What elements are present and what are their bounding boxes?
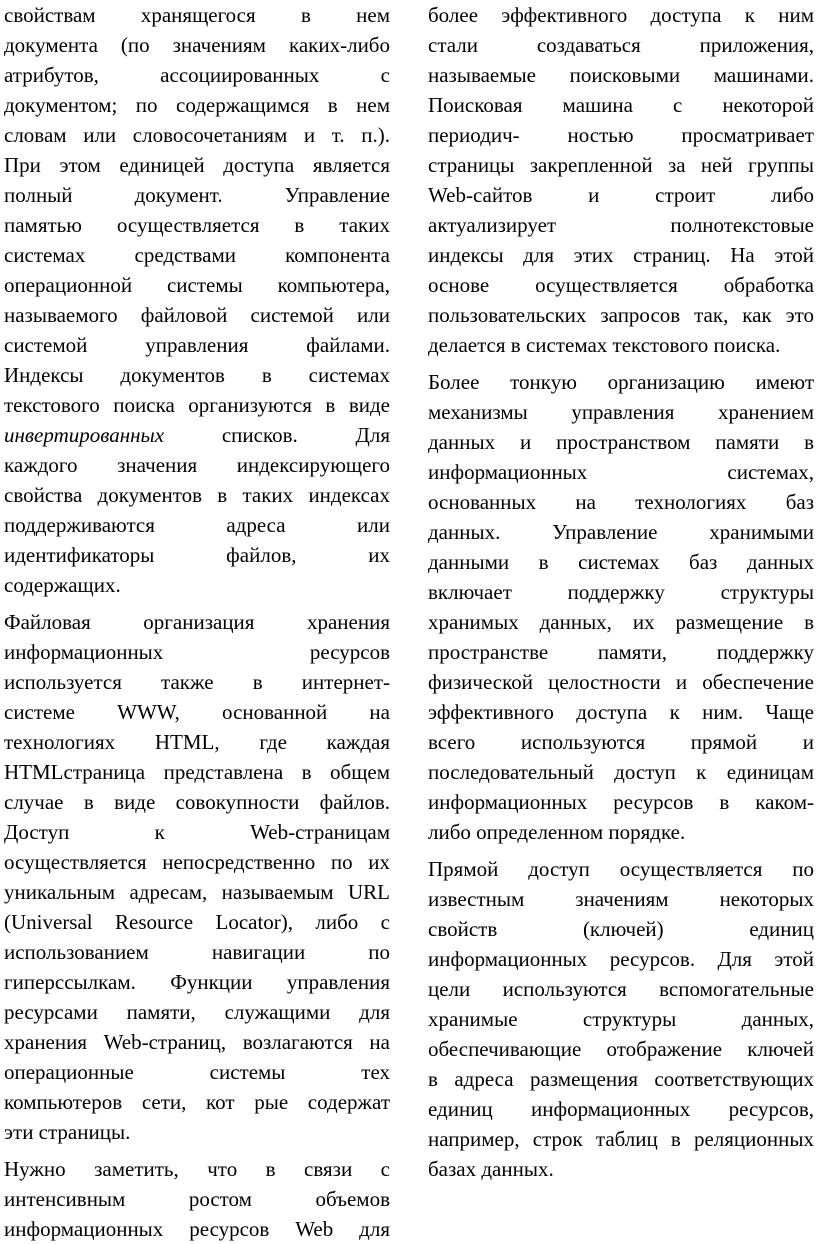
text-line: свойства документов в таких индексах — [4, 483, 390, 507]
text-line: известным значениям некоторых — [428, 887, 814, 911]
text-line: поддерживаются адреса или — [4, 513, 390, 537]
text-line: эти страницы. — [4, 1120, 131, 1144]
text-line: стали создаваться приложения, — [428, 33, 814, 57]
text-line: свойствам хранящегося в нем — [4, 3, 390, 27]
text-line: пользовательских запросов так, как это — [428, 303, 814, 327]
text-line: основанных на технологиях баз — [428, 490, 814, 514]
text-line: Нужно заметить, что в связи с — [4, 1157, 390, 1181]
text-line: механизмы управления хранением — [428, 400, 814, 424]
text-line: системой управления файлами. — [4, 333, 390, 357]
paragraph — [4, 607, 390, 1147]
text-line: текстового поиска организуются в виде — [4, 393, 390, 417]
text-line: осуществляется непосредственно по их — [4, 850, 390, 874]
text-line: HTMLстраница представлена в общем — [4, 760, 390, 784]
text-line: индексы для этих страниц. На этой — [428, 243, 814, 267]
text-line: хранения Web-страниц, возлагаются на — [4, 1030, 390, 1054]
text-line: системе WWW, основанной на — [4, 700, 390, 724]
text-line: актуализирует полнотекстовые — [428, 213, 814, 237]
text-line: документа (по значениям каких-либо — [4, 33, 390, 57]
text-line: использованием навигации по — [4, 940, 390, 964]
text-line: цели используются вспомогательные — [428, 977, 814, 1001]
text-line: информационных системах, — [428, 460, 814, 484]
text-line: интенсивным ростом объемов — [4, 1187, 390, 1211]
paragraph — [428, 367, 814, 847]
text-line: страницы закрепленной за ней группы — [428, 153, 814, 177]
text-line: полный документ. Управление — [4, 183, 390, 207]
text-line: операционные системы тех — [4, 1060, 390, 1084]
text-line: операционной системы компьютера, — [4, 273, 390, 297]
text-line: памятью осуществляется в таких — [4, 213, 390, 237]
text-line: документом; по содержащимся в нем — [4, 93, 390, 117]
right-column — [428, 0, 814, 1184]
paragraph — [428, 0, 814, 360]
text-line: последовательный доступ к единицам — [428, 760, 814, 784]
text-line: идентификаторы файлов, их — [4, 543, 390, 567]
text-line: случае в виде совокупности файлов. — [4, 790, 390, 814]
text-line: гиперссылкам. Функции управления — [4, 970, 390, 994]
italic-term: инвертированных — [4, 423, 165, 447]
text-line: пространстве памяти, поддержку — [428, 640, 814, 664]
text-line: эффективного доступа к ним. Чаще — [428, 700, 814, 724]
text-line: называемого файловой системой или — [4, 303, 390, 327]
text-line: обеспечивающие отображение ключей — [428, 1037, 814, 1061]
text-line: хранимые структуры данных, — [428, 1007, 814, 1031]
paragraph — [4, 0, 390, 600]
text-line: более эффективного доступа к ним — [428, 3, 814, 27]
text-line: называемые поисковыми машинами. — [428, 63, 814, 87]
text-line: уникальным адресам, называемым URL — [4, 880, 390, 904]
text-line: При этом единицей доступа является — [4, 153, 390, 177]
text-line: содержащих. — [4, 573, 121, 597]
text-line: компьютеров сети, кот рые содержат — [4, 1090, 390, 1114]
text-line: словам или словосочетаниям и т. п.). — [4, 123, 390, 147]
text-line: базах данных. — [428, 1157, 554, 1181]
text-line: данных. Управление хранимыми — [428, 520, 814, 544]
text-line: информационных ресурсов в каком- — [428, 790, 814, 814]
text-line: Прямой доступ осуществляется по — [428, 857, 814, 881]
text-line: информационных ресурсов. Для этой — [428, 947, 814, 971]
text-line: делается в системах текстового поиска. — [428, 333, 781, 357]
text-line: всего используются прямой и — [428, 730, 814, 754]
text-line: Файловая организация хранения — [4, 610, 390, 634]
text-line: Индексы документов в системах — [4, 363, 390, 387]
text-line: информационных ресурсов Web для — [4, 1217, 390, 1241]
text-line: например, строк таблиц в реляционных — [428, 1127, 814, 1151]
text-line: ресурсами памяти, служащими для — [4, 1000, 390, 1024]
text-line: информационных ресурсов — [4, 640, 390, 664]
text-line: Доступ к Web-страницам — [4, 820, 390, 844]
text-line: (Universal Resource Locator), либо с — [4, 910, 390, 934]
text-line: данными в системах баз данных — [428, 550, 814, 574]
text-line: единиц информационных ресурсов, — [428, 1097, 814, 1121]
text-line: технологиях HTML, где каждая — [4, 730, 390, 754]
text-line: либо определенном порядке. — [428, 820, 686, 844]
text-line: используется также в интернет- — [4, 670, 390, 694]
text-line: физической целостности и обеспечение — [428, 670, 814, 694]
text-line: Web-сайтов и строит либо — [428, 183, 814, 207]
text-line: Поисковая машина с некоторой — [428, 93, 814, 117]
text-line: основе осуществляется обработка — [428, 273, 814, 297]
text-line-italic-term: инвертированных списков. Для — [4, 423, 390, 447]
text-line: свойств (ключей) единиц — [428, 917, 814, 941]
text-line: атрибутов, ассоциированных с — [4, 63, 390, 87]
text-line: хранимых данных, их размещение в — [428, 610, 814, 634]
paragraph — [428, 854, 814, 1184]
text-line: Более тонкую организацию имеют — [428, 370, 814, 394]
paragraph — [4, 1154, 390, 1244]
text-line: данных и пространством памяти в — [428, 430, 814, 454]
text-line: каждого значения индексирующего — [4, 453, 390, 477]
text-line: периодич- ностью просматривает — [428, 123, 814, 147]
text-line: в адреса размещения соответствующих — [428, 1067, 814, 1091]
left-column — [4, 0, 390, 1244]
text-line: системах средствами компонента — [4, 243, 390, 267]
text-line: включает поддержку структуры — [428, 580, 814, 604]
